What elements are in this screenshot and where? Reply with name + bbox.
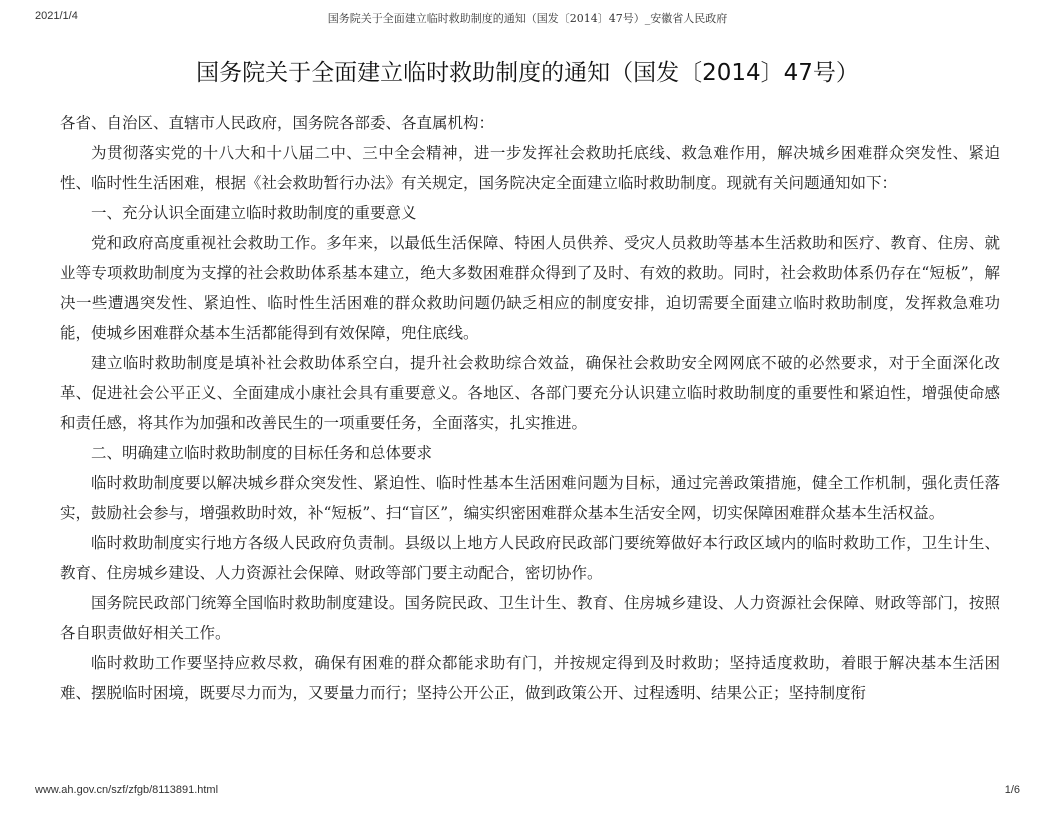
- body-paragraph: 建立临时救助制度是填补社会救助体系空白，提升社会救助综合效益，确保社会救助安全网网底不破的必然要求，对于全面深化改革、促进社会公平正义、全面建成小康社会具有重要意义。各地区、各部门要充分认识建立临时救助制度的重要性和紧迫性，增强使命感和责任感，将其作为加强和改善民生的一项重要任务，全面落实，扎实推进。: [60, 354, 1000, 432]
- body-paragraph: 临时救助制度实行地方各级人民政府负责制。县级以上地方人民政府民政部门要统筹做好本行政区域内的临时救助工作，卫生计生、教育、住房城乡建设、人力资源社会保障、财政等部门要主动配合，密切协作。: [60, 534, 1000, 582]
- section-heading: 二、明确建立临时救助制度的目标任务和总体要求: [91, 444, 433, 462]
- page-url: www.ah.gov.cn/szf/zfgb/8113891.html: [35, 784, 219, 796]
- print-date: 2021/1/4: [35, 10, 78, 22]
- document-title: 国务院关于全面建立临时救助制度的通知（国发〔2014〕47号）: [196, 60, 859, 86]
- body-paragraph: 临时救助制度要以解决城乡群众突发性、紧迫性、临时性基本生活困难问题为目标，通过完善政策措施，健全工作机制，强化责任落实，鼓励社会参与，增强救助时效，补“短板”、扫“盲区”，编实织密困难群众基本生活安全网，切实保障困难群众基本生活权益。: [60, 474, 1000, 522]
- print-header-title: 国务院关于全面建立临时救助制度的通知（国发〔2014〕47号）_安徽省人民政府: [327, 12, 728, 25]
- body-paragraph: 国务院民政部门统筹全国临时救助制度建设。国务院民政、卫生计生、教育、住房城乡建设、人力资源社会保障、财政等部门，按照各自职责做好相关工作。: [60, 594, 1000, 642]
- salutation: 各省、自治区、直辖市人民政府，国务院各部委、各直属机构：: [60, 114, 495, 132]
- page-number: 1/6: [1004, 784, 1020, 796]
- body-paragraph: 临时救助工作要坚持应救尽救，确保有困难的群众都能求助有门，并按规定得到及时救助；坚持适度救助，着眼于解决基本生活困难、摆脱临时困境，既要尽力而为，又要量力而行；坚持公开公正，做到政策公开、过程透明、结果公正；坚持制度衔: [60, 654, 1000, 702]
- document-body: [60, 108, 1000, 708]
- section-heading: 一、充分认识全面建立临时救助制度的重要意义: [91, 204, 417, 222]
- body-paragraph: 为贯彻落实党的十八大和十八届二中、三中全会精神，进一步发挥社会救助托底线、救急难作用，解决城乡困难群众突发性、紧迫性、临时性生活困难，根据《社会救助暂行办法》有关规定，国务院决定全面建立临时救助制度。现就有关问题通知如下：: [60, 144, 1000, 192]
- body-paragraph: 党和政府高度重视社会救助工作。多年来，以最低生活保障、特困人员供养、受灾人员救助等基本生活救助和医疗、教育、住房、就业等专项救助制度为支撑的社会救助体系基本建立，绝大多数困难群众得到了及时、有效的救助。同时，社会救助体系仍存在“短板”，解决一些遭遇突发性、紧迫性、临时性生活困难的群众救助问题仍缺乏相应的制度安排，迫切需要全面建立临时救助制度，发挥救急难功能，使城乡困难群众基本生活都能得到有效保障，兜住底线。: [60, 234, 1000, 342]
